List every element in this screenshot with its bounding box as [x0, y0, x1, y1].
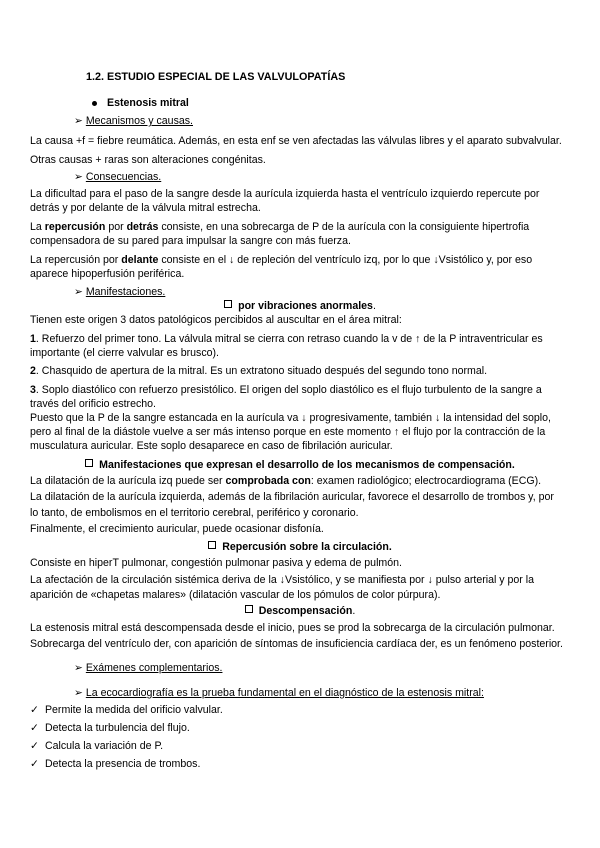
section-title: 1.2. ESTUDIO ESPECIAL DE LAS VALVULOPATÍAS — [86, 71, 346, 83]
paragraph: detrás y por delante de la válvula mitral estrecha. — [30, 202, 261, 214]
checklist-item: ✓ Calcula la variación de P. — [30, 740, 164, 752]
paragraph: lo tanto, de embolismos en el territorio cerebral, periférico y coronario. — [30, 507, 359, 519]
arrow-icon: ➢ — [74, 171, 83, 183]
checkbox-square-icon — [85, 459, 93, 467]
paragraph: musculatura auricular. Este soplo desaparece en caso de fibrilación auricular. — [30, 440, 393, 452]
checklist-item: ✓ Detecta la turbulencia del flujo. — [30, 722, 190, 734]
subheading-descompensacion: Descompensación. — [0, 604, 600, 618]
list-item: 3. Soplo diastólico con refuerzo presistólico. El origen del soplo diastólico es el flujo turbulento de la sangre a — [30, 384, 542, 396]
checkbox-square-icon — [245, 605, 253, 613]
paragraph: Otras causas + raras son alteraciones congénitas. — [30, 154, 266, 166]
arrow-icon: ➢ — [74, 687, 83, 699]
subheading-vibraciones: por vibraciones anormales. — [0, 299, 600, 313]
arrow-icon: ➢ — [74, 115, 83, 127]
heading-mecanismos: ➢ Mecanismos y causas. — [74, 115, 193, 127]
check-icon: ✓ — [30, 722, 39, 734]
paragraph: Finalmente, el crecimiento auricular, puede ocasionar disfonía. — [30, 523, 324, 535]
heading-manifestaciones: ➢ Manifestaciones. — [74, 286, 166, 298]
list-item: 1. Refuerzo del primer tono. La válvula mitral se cierra con retraso cuando la v de ↑ de la P intraventricular es — [30, 333, 543, 345]
list-item: 2. Chasquido de apertura de la mitral. Es un extratono situado después del segundo tono normal. — [30, 365, 488, 377]
check-icon: ✓ — [30, 740, 39, 752]
heading-ecocardiografia: ➢ La ecocardiografía es la prueba fundamental en el diagnóstico de la estenosis mitral: — [74, 687, 484, 699]
heading-examenes: ➢ Exámenes complementarios. — [74, 662, 223, 674]
paragraph: aparición de «chapetas malares» (dilatación vascular de los pómulos de color púrpura). — [30, 589, 441, 601]
checklist-item: ✓ Permite la medida del orificio valvular. — [30, 704, 223, 716]
paragraph: La repercusión por detrás consiste, en una sobrecarga de P de la aurícula con la consiguiente hipertrofia — [30, 221, 530, 233]
heading-consecuencias: ➢ Consecuencias. — [74, 171, 162, 183]
paragraph: La estenosis mitral está descompensada desde el inicio, pues se prod la sobrecarga de la circulación pulmonar. — [30, 622, 555, 634]
check-icon: ✓ — [30, 758, 39, 770]
paragraph: Puesto que la P de la sangre estancada en la aurícula va ↓ progresivamente, también ↓ la intensidad del soplo, — [30, 412, 551, 424]
subheading-compensacion: Manifestaciones que expresan el desarrollo de los mecanismos de compensación. — [0, 458, 600, 472]
checkbox-square-icon — [224, 300, 232, 308]
paragraph: La dificultad para el paso de la sangre desde la aurícula izquierda hasta el ventrículo izquierdo repercute por — [30, 188, 540, 200]
paragraph: La dilatación de la aurícula izquierda, además de la fibrilación auricular, favorece el desarrollo de trombos y, por — [30, 491, 554, 503]
checklist-item: ✓ Detecta la presencia de trombos. — [30, 758, 201, 770]
paragraph: compensadora de su pared para impulsar la sangre con más fuerza. — [30, 235, 351, 247]
checkbox-square-icon — [208, 541, 216, 549]
check-icon: ✓ — [30, 704, 39, 716]
paragraph: pero al final de la diástole vuelve a ser más intenso porque en este momento ↑ el flujo por la contracción de la — [30, 426, 546, 438]
paragraph: La causa +f = fiebre reumática. Además, en esta enf se ven afectadas las válvulas libres y el aparato subvalvular. — [30, 135, 562, 147]
subsection-estenosis-mitral: Estenosis mitral — [92, 96, 189, 110]
paragraph: La afectación de la circulación sistémica deriva de la ↓Vsistólico, y se manifiesta por ↓ pulso arterial y por la — [30, 574, 535, 586]
arrow-icon: ➢ — [74, 286, 83, 298]
paragraph: aparece hipoperfusión periférica. — [30, 268, 185, 280]
paragraph: Consiste en hiperT pulmonar, congestión pulmonar pasiva y edema de pulmón. — [30, 557, 402, 569]
bullet-icon — [92, 101, 97, 106]
paragraph: importante (el cierre valvular es brusco). — [30, 347, 219, 359]
paragraph: Sobrecarga del ventrículo der, con aparición de síntomas de insuficiencia cardíaca der, es un fenómeno posterior. — [30, 638, 563, 650]
arrow-icon: ➢ — [74, 662, 83, 674]
subheading-circulacion: Repercusión sobre la circulación. — [0, 540, 600, 554]
paragraph: través del orificio estrecho. — [30, 398, 157, 410]
paragraph: La dilatación de la aurícula izq puede ser comprobada con: examen radiológico; electrocardiograma (ECG). — [30, 475, 542, 487]
paragraph: La repercusión por delante consiste en el ↓ de repleción del ventrículo izq, por lo que ↓Vsistólico y, por eso — [30, 254, 533, 266]
paragraph: Tienen este origen 3 datos patológicos percibidos al auscultar en el área mitral: — [30, 314, 402, 326]
